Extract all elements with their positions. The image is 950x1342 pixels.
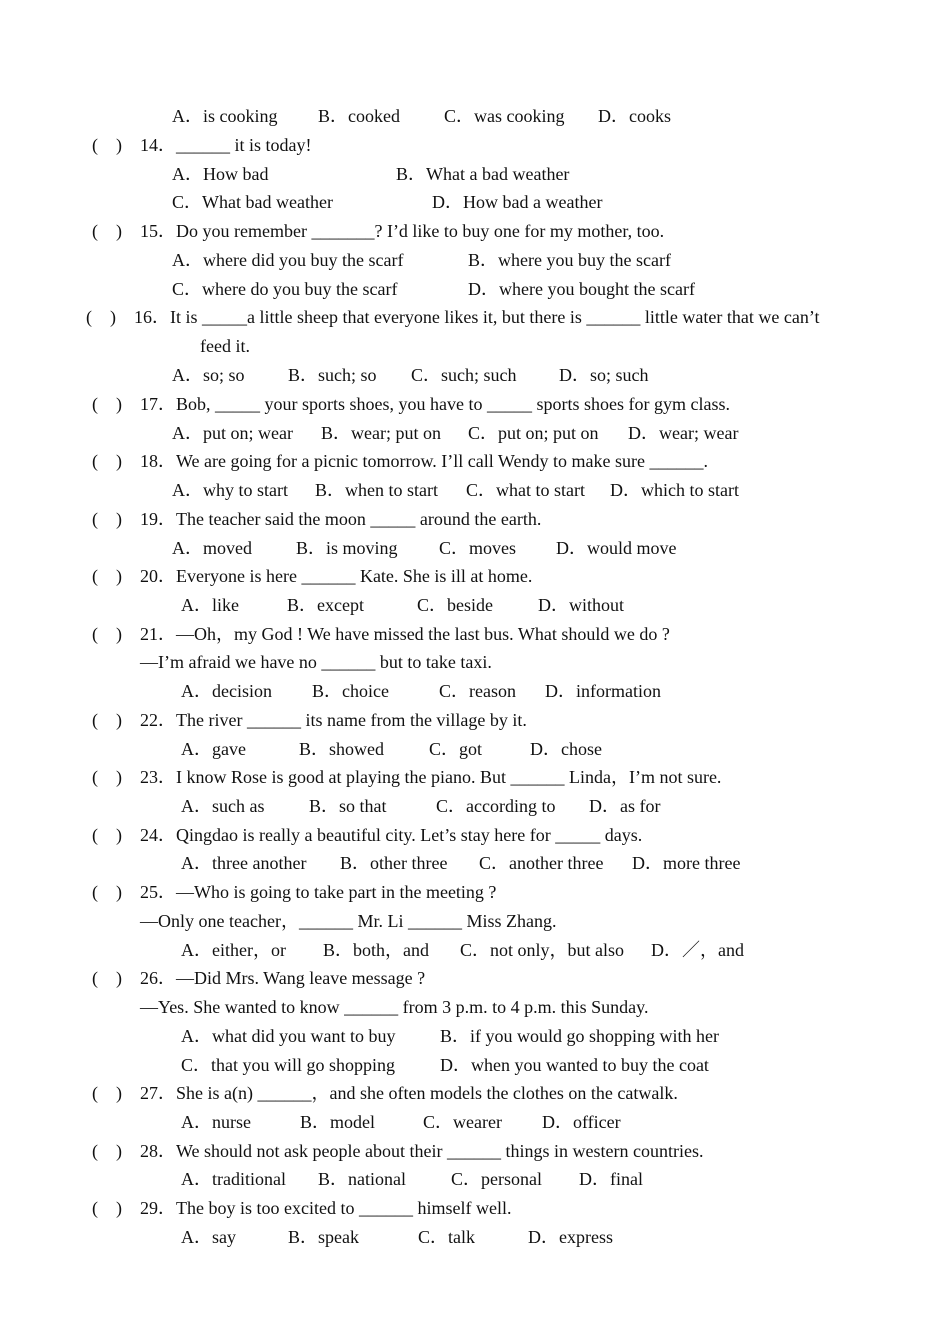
answer-blank[interactable]: ( ) [92, 1083, 122, 1103]
q22-option-a: A．gave [181, 739, 246, 759]
q22-option-c: C．got [429, 739, 483, 759]
q16-option-c: C．such; such [411, 365, 517, 385]
question-21-reply: —I’m afraid we have no ______ but to take taxi. [140, 652, 492, 672]
question-25 [92, 880, 496, 904]
q23-option-b: B．so that [309, 796, 387, 816]
question-29 [92, 1196, 511, 1220]
answer-blank[interactable]: ( ) [92, 825, 122, 845]
question-24 [92, 823, 642, 847]
q24-option-b: B．other three [340, 853, 448, 873]
question-stem: 16．It is _____a little sheep that everyone likes it, but there is ______ little water that we can’t [134, 307, 820, 327]
q17-option-c: C．put on; put on [468, 423, 599, 443]
q21-option-c: C．reason [439, 681, 516, 701]
q19-option-c: C．moves [439, 538, 517, 558]
question-17 [92, 392, 730, 416]
question-20 [92, 564, 532, 588]
question-stem: 21．—Oh，my God ! We have missed the last bus. What should we do ? [140, 624, 670, 644]
question-stem: 18．We are going for a picnic tomorrow. I’ll call Wendy to make sure ______. [140, 451, 708, 471]
q25-option-d: D．／，and [651, 940, 744, 960]
q29-option-a: A．say [181, 1227, 236, 1247]
q22-option-d: D．chose [530, 739, 602, 759]
question-14 [92, 133, 312, 157]
answer-blank[interactable]: ( ) [92, 566, 122, 586]
answer-blank[interactable]: ( ) [92, 882, 122, 902]
q26-option-c: C．that you will go shopping [181, 1055, 396, 1075]
q21-option-b: B．choice [312, 681, 389, 701]
q13-option-d: D．cooks [598, 106, 671, 126]
q29-option-c: C．talk [418, 1227, 475, 1247]
q28-option-a: A．traditional [181, 1169, 286, 1189]
q13-option-c: C．was cooking [444, 106, 565, 126]
q26-option-a: A．what did you want to buy [181, 1026, 396, 1046]
q28-option-d: D．final [579, 1169, 643, 1189]
question-22 [92, 708, 527, 732]
answer-blank[interactable]: ( ) [92, 509, 122, 529]
q24-option-c: C．another three [479, 853, 604, 873]
q25-option-a: A．either，or [181, 940, 286, 960]
question-26-reply: —Yes. She wanted to know ______ from 3 p.m. to 4 p.m. this Sunday. [140, 997, 649, 1017]
question-19 [92, 507, 541, 531]
q29-option-d: D．express [528, 1227, 613, 1247]
q13-option-a: A．is cooking [172, 106, 278, 126]
q25-option-b: B．both，and [323, 940, 429, 960]
q28-option-c: C．personal [451, 1169, 542, 1189]
question-16 [86, 305, 820, 329]
question-28 [92, 1139, 703, 1163]
question-21 [92, 622, 670, 646]
question-stem: 28．We should not ask people about their ______ things in western countries. [140, 1141, 704, 1161]
q20-option-c: C．beside [417, 595, 493, 615]
question-25-reply: —Only one teacher，______ Mr. Li ______ Miss Zhang. [140, 911, 557, 931]
q17-option-d: D．wear; wear [628, 423, 739, 443]
answer-blank[interactable]: ( ) [92, 968, 122, 988]
q19-option-b: B．is moving [296, 538, 398, 558]
q21-option-d: D．information [545, 681, 661, 701]
question-stem: 23．I know Rose is good at playing the piano. But ______ Linda，I’m not sure. [140, 767, 722, 787]
question-stem: 14．______ it is today! [140, 135, 312, 155]
answer-blank[interactable]: ( ) [92, 394, 122, 414]
question-16-continued: feed it. [200, 336, 250, 356]
question-stem: 22．The river ______ its name from the village by it. [140, 710, 527, 730]
q18-option-b: B．when to start [315, 480, 438, 500]
question-26 [92, 966, 425, 990]
question-15 [92, 219, 664, 243]
q17-option-b: B．wear; put on [321, 423, 441, 443]
question-18 [92, 449, 708, 473]
q15-option-c: C．where do you buy the scarf [172, 279, 398, 299]
q15-option-d: D．where you bought the scarf [468, 279, 695, 299]
q18-option-d: D．which to start [610, 480, 739, 500]
q14-option-d: D．How bad a weather [432, 192, 603, 212]
q13-option-b: B．cooked [318, 106, 400, 126]
question-stem: 27．She is a(n) ______，and she often models the clothes on the catwalk. [140, 1083, 678, 1103]
answer-blank[interactable]: ( ) [92, 767, 122, 787]
q17-option-a: A．put on; wear [172, 423, 293, 443]
q22-option-b: B．showed [299, 739, 384, 759]
q15-option-a: A．where did you buy the scarf [172, 250, 404, 270]
answer-blank[interactable]: ( ) [92, 1198, 122, 1218]
q20-option-d: D．without [538, 595, 625, 615]
q19-option-d: D．would move [556, 538, 677, 558]
q24-option-a: A．three another [181, 853, 307, 873]
q27-option-c: C．wearer [423, 1112, 502, 1132]
q16-option-a: A．so; so [172, 365, 245, 385]
q27-option-d: D．officer [542, 1112, 621, 1132]
q14-option-a: A．How bad [172, 164, 269, 184]
question-27 [92, 1081, 678, 1105]
q28-option-b: B．national [318, 1169, 406, 1189]
question-stem: 25．—Who is going to take part in the meeting ? [140, 882, 497, 902]
answer-blank[interactable]: ( ) [92, 624, 122, 644]
answer-blank[interactable]: ( ) [92, 221, 122, 241]
question-stem: 26．—Did Mrs. Wang leave message ? [140, 968, 426, 988]
question-stem: 24．Qingdao is really a beautiful city. Let’s stay here for _____ days. [140, 825, 643, 845]
answer-blank[interactable]: ( ) [92, 710, 122, 730]
q23-option-d: D．as for [589, 796, 661, 816]
q25-option-c: C．not only，but also [460, 940, 625, 960]
q19-option-a: A．moved [172, 538, 252, 558]
q23-option-a: A．such as [181, 796, 265, 816]
answer-blank[interactable]: ( ) [92, 1141, 122, 1161]
q20-option-b: B．except [287, 595, 364, 615]
q14-option-b: B．What a bad weather [396, 164, 570, 184]
q29-option-b: B．speak [288, 1227, 359, 1247]
q20-option-a: A．like [181, 595, 239, 615]
q16-option-d: D．so; such [559, 365, 649, 385]
q27-option-b: B．model [300, 1112, 375, 1132]
question-stem: 19．The teacher said the moon _____ around the earth. [140, 509, 542, 529]
q14-option-c: C．What bad weather [172, 192, 333, 212]
q26-option-b: B．if you would go shopping with her [440, 1026, 719, 1046]
answer-blank[interactable]: ( ) [86, 307, 116, 327]
question-stem: 20．Everyone is here ______ Kate. She is ill at home. [140, 566, 533, 586]
question-stem: 15．Do you remember _______? I’d like to buy one for my mother, too. [140, 221, 665, 241]
q27-option-a: A．nurse [181, 1112, 251, 1132]
q16-option-b: B．such; so [288, 365, 377, 385]
q18-option-a: A．why to start [172, 480, 288, 500]
q26-option-d: D．when you wanted to buy the coat [440, 1055, 709, 1075]
answer-blank[interactable]: ( ) [92, 451, 122, 471]
q23-option-c: C．according to [436, 796, 556, 816]
q24-option-d: D．more three [632, 853, 741, 873]
question-23 [92, 765, 721, 789]
question-stem: 29．The boy is too excited to ______ himself well. [140, 1198, 512, 1218]
q21-option-a: A．decision [181, 681, 272, 701]
answer-blank[interactable]: ( ) [92, 135, 122, 155]
question-stem: 17．Bob, _____ your sports shoes, you have to _____ sports shoes for gym class. [140, 394, 730, 414]
q15-option-b: B．where you buy the scarf [468, 250, 671, 270]
q18-option-c: C．what to start [466, 480, 585, 500]
